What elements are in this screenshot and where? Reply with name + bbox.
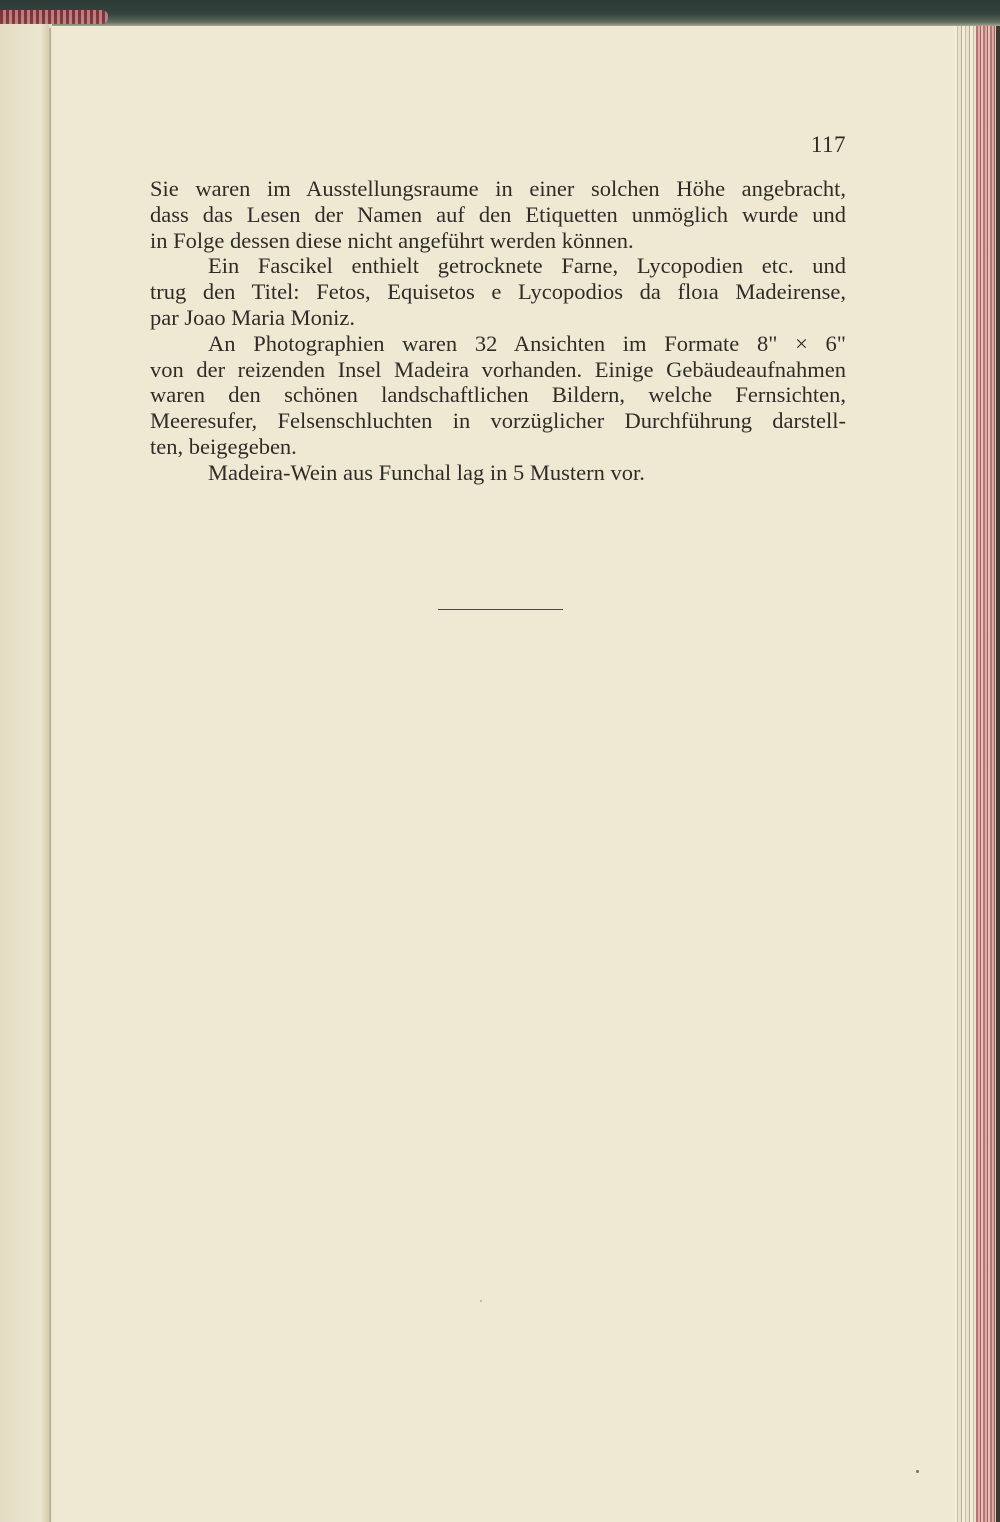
text-line: Madeira-Wein aus Funchal lag in 5 Mustern vor. bbox=[208, 459, 645, 485]
text-line: ten, beigegeben. bbox=[150, 433, 297, 459]
section-divider bbox=[438, 609, 563, 610]
text-line: waren den schönen landschaftlichen Bildern, welche Fernsichten, bbox=[150, 382, 846, 408]
text-line: trug den Titel: Fetos, Equisetos e Lycopodios da floıa Madeirense, bbox=[150, 279, 846, 305]
book-top-edge bbox=[0, 0, 1000, 28]
left-page-gutter bbox=[0, 24, 52, 1522]
body-text bbox=[150, 176, 846, 486]
text-line: par Joao Maria Moniz. bbox=[150, 304, 355, 330]
paper-speck bbox=[480, 1300, 482, 1302]
red-page-edges bbox=[976, 26, 996, 1522]
gutter-rule bbox=[49, 28, 51, 1522]
text-line: Sie waren im Ausstellungsraume in einer solchen Höhe angebracht, bbox=[150, 176, 846, 201]
text-line: Ein Fascikel enthielt getrocknete Farne, Lycopodien etc. und bbox=[208, 253, 846, 279]
text-line: in Folge dessen diese nicht angeführt werden können. bbox=[150, 227, 634, 253]
book-spine-edge bbox=[0, 10, 108, 24]
text-line: Meeresufer, Felsenschluchten in vorzüglicher Durchführung darstell- bbox=[150, 408, 846, 434]
paper-speck bbox=[916, 1470, 919, 1473]
cover-edge bbox=[996, 26, 1000, 1522]
text-line: dass das Lesen der Namen auf den Etiquetten unmöglich wurde und bbox=[150, 201, 846, 227]
text-line: An Photographien waren 32 Ansichten im Formate 8" × 6" bbox=[208, 330, 846, 356]
text-line: von der reizenden Insel Madeira vorhanden. Einige Gebäudeaufnahmen bbox=[150, 356, 846, 382]
page-number: 117 bbox=[810, 132, 846, 157]
